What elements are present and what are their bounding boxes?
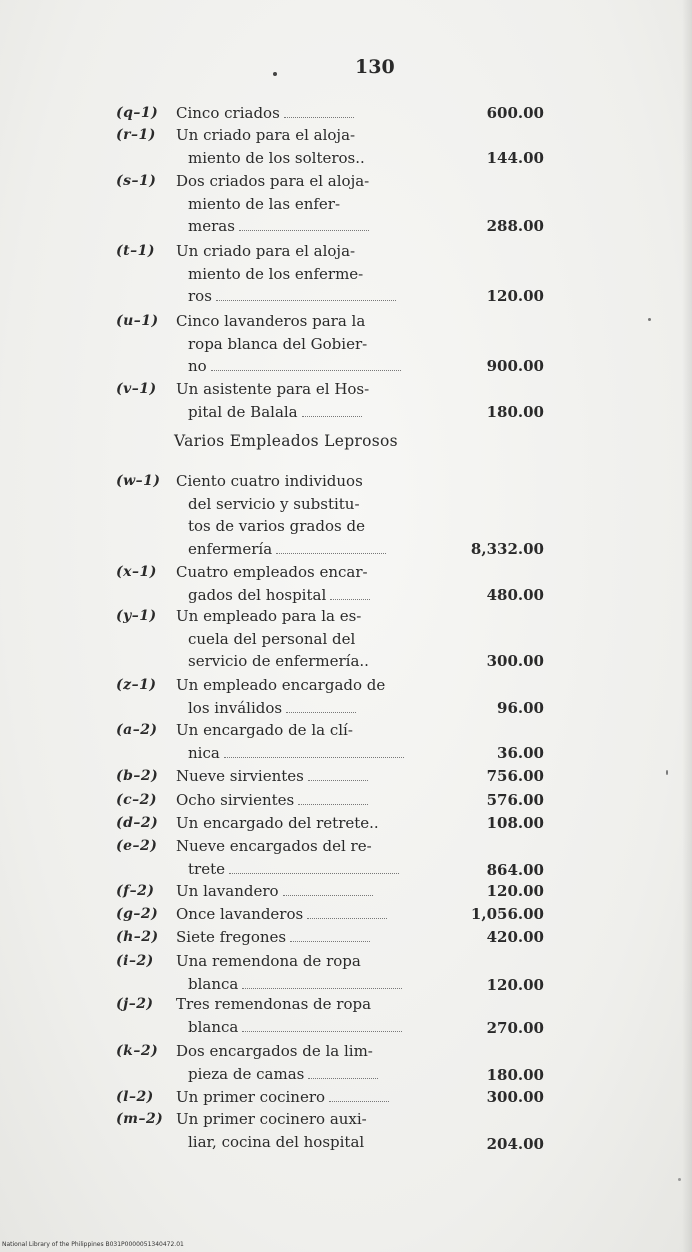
entry-amount: 180.00 xyxy=(486,403,544,421)
entry-amount: 120.00 xyxy=(486,287,544,305)
entry-text: Nueve encargados del re- xyxy=(176,837,372,855)
entry-code: (e–2) xyxy=(116,838,158,854)
entry-code: (z–1) xyxy=(116,677,157,693)
entry-amount: 576.00 xyxy=(486,791,544,809)
entry-code: (r–1) xyxy=(116,127,156,143)
entry-text: servicio de enfermería.. xyxy=(188,652,369,670)
entry-text: miento de los enferme- xyxy=(188,264,364,283)
entry-code: (x–1) xyxy=(116,564,157,580)
entry-text: Un lavandero xyxy=(176,882,279,900)
entry-text: enfermería xyxy=(188,539,273,558)
entry-code: (y–1) xyxy=(116,608,157,624)
entry-text: blanca xyxy=(188,1017,239,1036)
entry-text: Nueve sirvientes xyxy=(176,767,304,785)
entry-amount: 8,332.00 xyxy=(470,540,544,558)
entry-amount: 96.00 xyxy=(497,699,544,717)
entry-text: liar, cocina del hospital xyxy=(188,1132,365,1151)
entry-code: (a–2) xyxy=(116,722,158,738)
entry-text: ropa blanca del Gobier- xyxy=(188,334,368,353)
entry-text: los inválidos xyxy=(188,698,283,717)
entry-text: pieza de camas xyxy=(188,1064,305,1083)
entry-text: Cinco lavanderos para la xyxy=(176,312,366,330)
entry-amount: 36.00 xyxy=(497,744,544,762)
entry-text: gados del hospital xyxy=(188,585,327,604)
entry-text: trete xyxy=(188,859,225,878)
entry-text: Un empleado encargado de xyxy=(176,676,386,694)
entry-code: (m–2) xyxy=(116,1111,164,1127)
entry-text: Cinco criados xyxy=(176,104,280,122)
entry-amount: 144.00 xyxy=(486,149,544,167)
entry-amount: 756.00 xyxy=(486,767,544,785)
entry-text: meras xyxy=(188,217,235,235)
entry-text: Un primer cocinero xyxy=(176,1088,326,1106)
entry-amount: 864.00 xyxy=(486,861,544,879)
entry-code: (w–1) xyxy=(116,473,161,489)
entry-code: (f–2) xyxy=(116,883,155,899)
entry-text: Ciento cuatro individuos xyxy=(176,472,363,490)
entry-text: Un empleado para la es- xyxy=(176,607,362,625)
entry-code: (h–2) xyxy=(116,929,159,945)
entry-text: Ocho sirvientes xyxy=(176,791,295,809)
entry-text: Tres remendonas de ropa xyxy=(176,995,372,1013)
entry-amount: 300.00 xyxy=(486,1088,544,1106)
entry-text: Once lavanderos xyxy=(176,905,304,923)
entry-code: (l–2) xyxy=(116,1089,154,1105)
entry-amount: 1,056.00 xyxy=(470,905,544,923)
entry-text: blanca xyxy=(188,974,239,993)
entry-amount: 180.00 xyxy=(486,1066,544,1084)
entry-text: Dos criados para el aloja- xyxy=(176,172,370,190)
entry-amount: 120.00 xyxy=(486,976,544,994)
entry-amount: 600.00 xyxy=(486,104,544,122)
entry-code: (b–2) xyxy=(116,768,159,784)
entry-code: (d–2) xyxy=(116,815,159,831)
entry-text: miento de las enfer- xyxy=(188,194,341,213)
entry-text: Un encargado de la clí- xyxy=(176,721,353,739)
entry-code: (c–2) xyxy=(116,792,158,808)
entry-text: Cuatro empleados encar- xyxy=(176,563,368,581)
entry-text: Un criado para el aloja- xyxy=(176,126,356,144)
ink-dot xyxy=(273,72,277,76)
section-heading: Varios Empleados Leprosos xyxy=(174,432,398,450)
entry-amount: 480.00 xyxy=(486,586,544,604)
scan-speck xyxy=(678,1178,681,1181)
entry-amount: 300.00 xyxy=(486,652,544,670)
entry-text: no xyxy=(188,357,207,375)
entry-text: nica xyxy=(188,743,220,762)
entry-amount: 900.00 xyxy=(486,357,544,375)
entry-code: (k–2) xyxy=(116,1043,159,1059)
page-edge-shadow xyxy=(682,0,692,1252)
entry-code: (s–1) xyxy=(116,173,157,189)
entry-text: del servicio y substitu- xyxy=(188,494,360,513)
entry-code: (g–2) xyxy=(116,906,159,922)
entry-code: (i–2) xyxy=(116,953,154,969)
entry-text: miento de los solteros.. xyxy=(188,148,365,167)
scan-footer: National Library of the Philippines B031P0000051340472.01 xyxy=(2,1241,184,1248)
entry-code: (q–1) xyxy=(116,105,159,121)
entry-text: tos de varios grados de xyxy=(188,517,365,535)
entry-amount: 420.00 xyxy=(486,928,544,946)
entry-text: cuela del personal del xyxy=(188,629,356,648)
scan-speck xyxy=(666,770,668,775)
entry-code: (j–2) xyxy=(116,996,154,1012)
entry-text: Una remendona de ropa xyxy=(176,952,361,970)
entry-code: (u–1) xyxy=(116,313,159,329)
entry-amount: 108.00 xyxy=(486,814,544,832)
entry-text: Un primer cocinero auxi- xyxy=(176,1110,367,1128)
entry-text: ros xyxy=(188,287,212,305)
entry-amount: 270.00 xyxy=(486,1019,544,1037)
entry-text: Siete fregones xyxy=(176,928,287,946)
entry-text: Un asistente para el Hos- xyxy=(176,380,370,398)
page-number: 130 xyxy=(355,56,395,78)
entry-text: Un encargado del retrete.. xyxy=(176,814,379,832)
entry-amount: 120.00 xyxy=(486,882,544,900)
entry-amount: 288.00 xyxy=(486,217,544,235)
entry-text: Dos encargados de la lim- xyxy=(176,1042,373,1060)
entry-code: (t–1) xyxy=(116,243,155,259)
entry-code: (v–1) xyxy=(116,381,157,397)
entry-text: Un criado para el aloja- xyxy=(176,242,356,260)
entry-text: pital de Balala xyxy=(188,402,298,421)
scan-speck xyxy=(648,318,651,321)
entry-amount: 204.00 xyxy=(486,1135,544,1153)
